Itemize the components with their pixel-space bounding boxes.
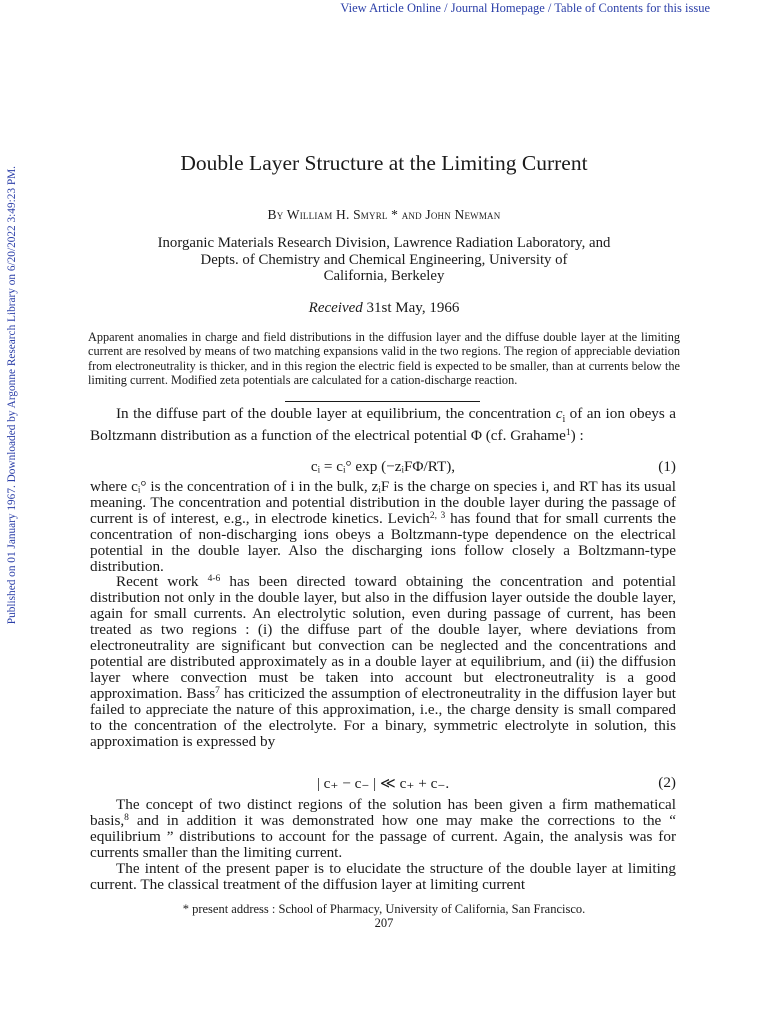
paragraph-text: has been directed toward obtaining the concentration and potential distribution not only in the double layer, but also in the diffusion layer outside the double layer, again for small currents. An electrolytic solution, even during passage of current, has been treated as two regions : (i) the diffuse part of the double layer, where deviations from electroneutrality are significant but convection can be neglected and the concentrations and potential are distributed approximately as in a double layer at equilibrium, and (ii) the diffusion layer where convection must be taken into account but electroneutrality is a good approximation. Bass: [90, 573, 676, 702]
paragraph: [90, 479, 676, 574]
download-notice-sidebar: [5, 158, 19, 633]
footnote: * present address : School of Pharmacy, University of California, San Francisco.: [182, 902, 586, 916]
equation-1: [90, 458, 676, 476]
body-paragraph-2: [90, 479, 676, 749]
paragraph-text: has criticized the assumption of electroneutrality in the diffusion layer but failed to appreciate the nature of this approximation, i.e., the charge density is small compared to the concentration of the electrolyte. For a binary, symmetric electrolyte in solution, this approximation is expressed by: [90, 684, 677, 750]
math-symbol: c: [555, 405, 563, 422]
table-of-contents-link[interactable]: Table of Contents for this issue: [554, 1, 710, 15]
download-notice-text: Published on 01 January 1967. Downloaded by Argonne Research Library on 6/20/2022 3:49:23 PM.: [6, 166, 18, 625]
view-article-online-link[interactable]: View Article Online: [340, 1, 441, 15]
paragraph: [90, 797, 676, 861]
equation-number: (1): [658, 458, 676, 475]
citation-ref: 7: [215, 685, 220, 696]
body-paragraph-3: [90, 797, 676, 892]
abstract: [88, 330, 680, 387]
paper-authors: By William H. Smyrl * and John Newman: [267, 207, 501, 222]
citation-ref: 8: [124, 812, 129, 823]
equation-number: (2): [658, 774, 676, 791]
citation-ref: 1: [565, 427, 571, 438]
paper-title: Double Layer Structure at the Limiting Current: [180, 151, 588, 175]
citation-ref: 4-6: [207, 574, 221, 585]
header-links: [340, 1, 710, 16]
paragraph: [90, 406, 676, 444]
header-separator: /: [544, 1, 555, 15]
paragraph-text: ) :: [570, 426, 584, 444]
equation-2: [90, 774, 676, 792]
equation-expression: | c₊ − c₋ | ≪ c₊ + c₋.: [316, 775, 450, 792]
author-affiliation: [100, 235, 668, 285]
citation-ref: 2, 3: [429, 510, 446, 521]
paragraph-text: In the diffuse part of the double layer at equilibrium, the concentration: [116, 405, 556, 422]
paragraph-text: and in addition it was demonstrated how one may make the corrections to the “ equilibrium ” distributions to account for the passage of current. Again, the analysis was for currents smaller than the limiting current.: [90, 811, 676, 861]
abstract-text: Apparent anomalies in charge and field distributions in the diffusion layer and the diffuse double layer at the limiting current are resolved by means of two matching expansions valid in the two regions. The region of appreciable deviation from electroneutrality is thicker, and in this region the electric field is expected to be smaller, than at currents below the limiting current. Modified zeta potentials are calculated for a cation-discharge reaction.: [88, 330, 680, 387]
affiliation-line: California, Berkeley: [323, 268, 445, 284]
paragraph: The intent of the present paper is to elucidate the structure of the double layer at limiting current. The classical treatment of the diffusion layer at limiting current: [90, 859, 676, 893]
paragraph-text: has found that for small currents the concentration of non-discharging ions obeys a Boltzmann-type dependence on the electrical potential in the double layer. Also the discharging ions follow closely a Boltzmann-type distribution.: [90, 509, 676, 575]
paragraph-text: where cᵢ° is the concentration of i in the bulk, zᵢF is the charge on species i, and RT has its usual meaning. The concentration and potential distribution in the double layer during the passage of current is of interest, e.g., in electrode kinetics. Levich: [90, 478, 676, 527]
received-label: Received: [308, 300, 363, 316]
header-separator: /: [440, 1, 451, 15]
equation-expression: cᵢ = cᵢ° exp (−zᵢFΦ/RT),: [310, 458, 456, 475]
page-number: 207: [374, 916, 394, 930]
math-subscript: i: [562, 414, 566, 426]
affiliation-line: Depts. of Chemistry and Chemical Engineering, University of: [200, 251, 568, 268]
received-date: [0, 300, 768, 317]
section-divider: [285, 401, 480, 402]
paragraph: [90, 574, 676, 749]
paragraph-text: of an ion obeys a Boltzmann distribution as a function of the electrical potential Φ (cf. Grahame: [90, 405, 676, 444]
journal-homepage-link[interactable]: Journal Homepage: [450, 1, 545, 15]
body-paragraph-1: [90, 406, 676, 444]
affiliation-line: Inorganic Materials Research Division, Lawrence Radiation Laboratory, and: [157, 235, 611, 251]
paragraph-text: Recent work: [116, 573, 208, 591]
received-date-value: 31st May, 1966: [362, 300, 460, 316]
paragraph-text: The concept of two distinct regions of the solution has been given a firm mathematical basis,: [90, 796, 676, 829]
